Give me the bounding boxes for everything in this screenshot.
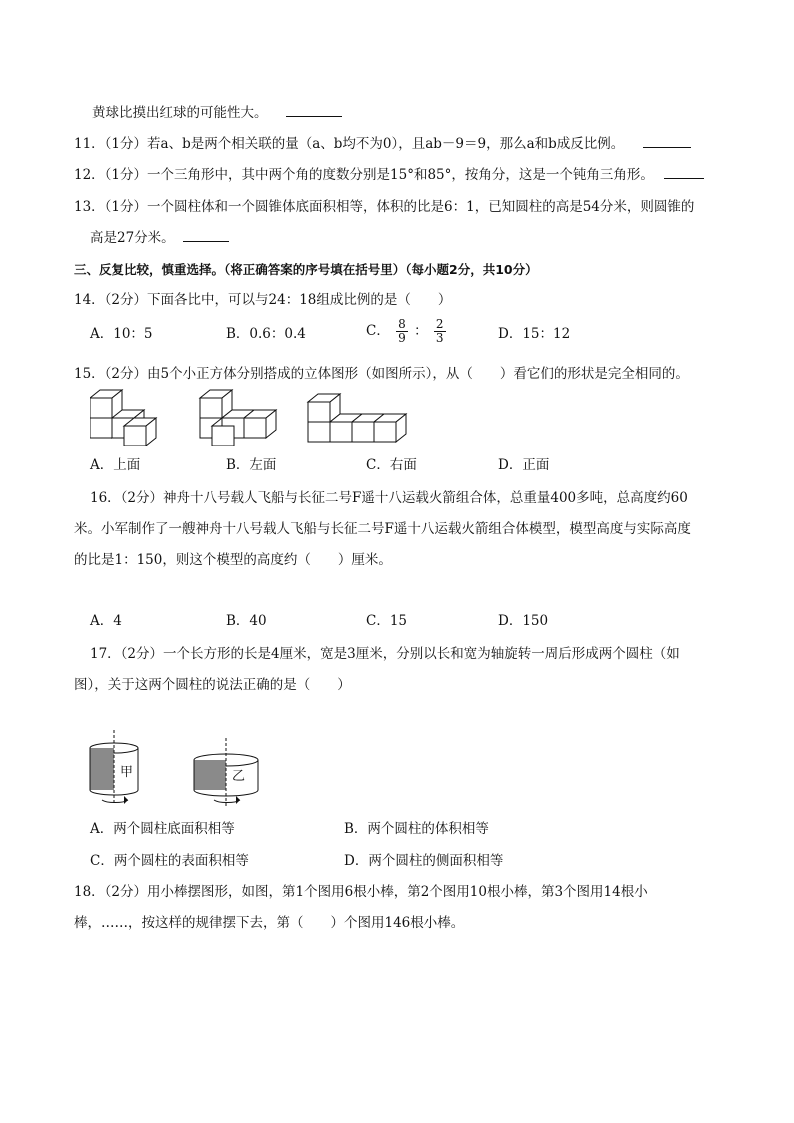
- fraction-numerator: 2: [435, 317, 444, 331]
- cylinder-yi: [194, 738, 258, 808]
- q15-cube-figures: [90, 386, 410, 446]
- fraction-denominator: 3: [435, 331, 444, 345]
- q17-line2: 图），关于这两个圆柱的说法正确的是（ ）: [74, 677, 351, 693]
- q14-option-d[interactable]: D．15：12: [498, 326, 571, 342]
- fraction-denominator: 9: [398, 331, 406, 345]
- cylinder-yi-label: 乙: [232, 769, 246, 784]
- q17-line1: 17．（2分）一个长方形的长是4厘米，宽是3厘米，分别以长和宽为轴旋转一周后形成两个圆柱（如: [90, 646, 680, 662]
- q16-option-b[interactable]: B．40: [226, 613, 267, 629]
- q16-line2: 米。小军制作了一艘神舟十八号载人飞船与长征二号F遥十八运载火箭组合体模型，模型高度与实际高度: [74, 521, 691, 537]
- q13-text: 高是27分米。: [90, 230, 175, 246]
- q10-continuation: [92, 104, 342, 122]
- cube-figure-1: [90, 390, 156, 446]
- q17-option-c[interactable]: C．两个圆柱的表面积相等: [90, 853, 249, 869]
- q16-option-d[interactable]: D．150: [498, 613, 549, 629]
- q14-option-b[interactable]: B．0.6：0.4: [226, 326, 306, 342]
- q15-option-a[interactable]: A．上面: [90, 457, 141, 473]
- q17-option-b[interactable]: B．两个圆柱的体积相等: [344, 821, 489, 837]
- q16-option-c[interactable]: C．15: [366, 613, 408, 629]
- q18-line1: 18．（2分）用小棒摆图形，如图，第1个图用6根小棒，第2个图用10根小棒，第3个图用14根小: [74, 884, 648, 900]
- cube-figure-2: [200, 390, 276, 446]
- cylinder-jia-label: 甲: [120, 765, 134, 780]
- q12-text: 12．（1分）一个三角形中，其中两个角的度数分别是15°和85°，按角分，这是一个钝角三角形。: [74, 167, 654, 183]
- q13-line1: 13．（1分）一个圆柱体和一个圆锥体底面积相等，体积的比是6：1，已知圆柱的高是54分米，则圆锥的: [74, 199, 695, 215]
- q15-option-c[interactable]: C．右面: [366, 457, 417, 473]
- q17-cylinder-figures: [84, 724, 284, 814]
- q14-option-c-fraction-1: [396, 318, 408, 345]
- q11-answer-blank[interactable]: [643, 135, 691, 148]
- q16-line1: 16．（2分）神舟十八号载人飞船与长征二号F遥十八运载火箭组合体，总重量400多吨，总高度约60: [90, 490, 688, 506]
- q13-answer-blank[interactable]: [183, 229, 229, 242]
- q17-option-d[interactable]: D．两个圆柱的侧面积相等: [344, 853, 504, 869]
- ratio-separator: ：: [414, 323, 428, 339]
- q16-line3: 的比是1：150，则这个模型的高度约（ ）厘米。: [74, 552, 392, 568]
- q13-line2: [90, 229, 229, 247]
- q12-answer-blank[interactable]: [664, 166, 704, 179]
- q14-option-a[interactable]: A．10：5: [90, 326, 153, 342]
- q14-option-c-label: C．: [366, 323, 390, 339]
- section-3-heading: 三、反复比较，慎重选择。（将正确答案的序号填在括号里）（每小题2分，共10分）: [74, 262, 538, 277]
- q17-option-a[interactable]: A．两个圆柱底面积相等: [90, 821, 235, 837]
- q14-option-c[interactable]: [366, 318, 448, 345]
- q15: 15．（2分）由5个小正方体分别搭成的立体图形（如图所示），从（ ）看它们的形状是完全相同的。: [74, 366, 689, 382]
- q15-option-b[interactable]: B．左面: [226, 457, 277, 473]
- q18-line2: 棒，……，按这样的规律摆下去，第（ ）个图用146根小棒。: [74, 915, 465, 931]
- fraction-numerator: 8: [398, 317, 406, 331]
- q11: [74, 135, 691, 153]
- q14-option-c-fraction-2: [434, 318, 446, 345]
- q12: [74, 166, 704, 184]
- q10-text: 黄球比摸出红球的可能性大。: [92, 105, 268, 121]
- cube-figure-3: [308, 394, 406, 442]
- q11-text: 11．（1分）若a、b是两个相关联的量（a、b均不为0），且ab－9＝9，那么a和b成反比例。: [74, 136, 625, 152]
- q15-option-d[interactable]: D．正面: [498, 457, 550, 473]
- q16-option-a[interactable]: A．4: [90, 613, 122, 629]
- q14: 14．（2分）下面各比中，可以与24：18组成比例的是（ ）: [74, 292, 452, 308]
- q10-answer-blank[interactable]: [286, 104, 342, 117]
